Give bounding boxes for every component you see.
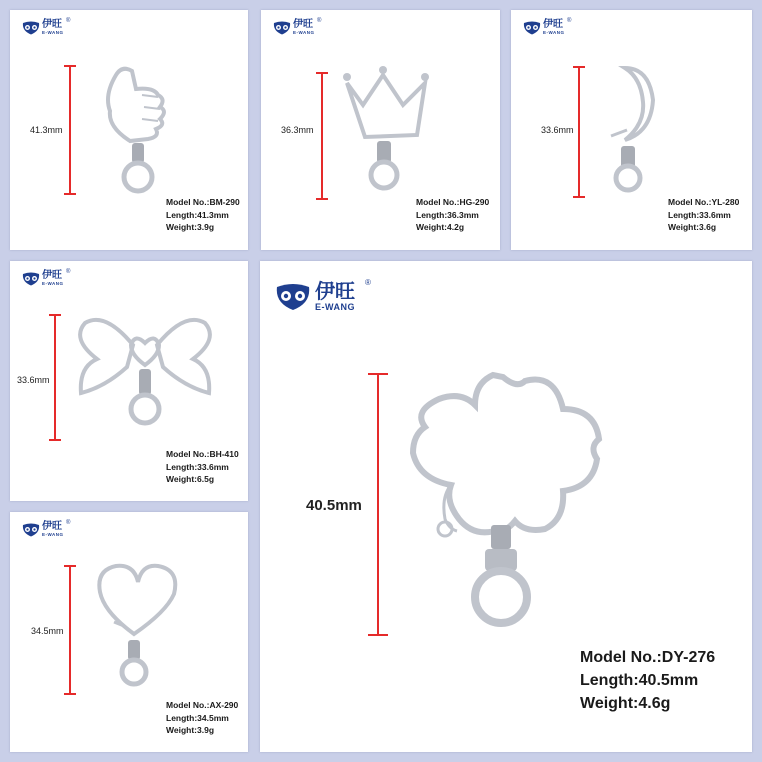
length-spec: Length:34.5mm [166, 712, 229, 723]
thumbs-up-clasp-image [98, 65, 178, 205]
dimension-label: 36.3mm [281, 125, 314, 135]
dimension-line [321, 72, 323, 200]
dimension-line [69, 565, 71, 695]
dimension-line [54, 314, 56, 441]
brand-name-en: E-WANG [42, 532, 64, 537]
product-card-yl-280 [511, 10, 752, 250]
bow-clasp-image [75, 309, 215, 449]
dimension-line [377, 373, 379, 636]
dimension-cap-bottom [573, 196, 585, 198]
brand-name-cn: 伊旺 [42, 521, 62, 532]
dimension-label: 33.6mm [17, 375, 50, 385]
product-card-bh-410 [10, 261, 248, 501]
brand-name-cn: 伊旺 [42, 19, 62, 30]
dimension-label: 41.3mm [30, 125, 63, 135]
product-card-ax-290 [10, 512, 248, 752]
brand-logo [273, 18, 322, 36]
model-number: Model No.:HG-290 [416, 197, 490, 207]
registered-mark: ® [365, 278, 371, 287]
model-number: Model No.:BM-290 [166, 197, 240, 207]
weight-spec: Weight:3.9g [166, 725, 215, 735]
brand-logo [275, 278, 371, 312]
dimension-cap-top [49, 314, 61, 316]
length-spec: Length:36.3mm [416, 209, 479, 220]
owl-logo-icon [22, 523, 40, 537]
product-info [668, 196, 739, 234]
brand-name-en: E-WANG [315, 302, 355, 312]
dimension-cap-bottom [64, 193, 76, 195]
brand-logo [523, 18, 572, 36]
brand-logo [22, 520, 71, 538]
featured-product-card-dy-276 [260, 261, 752, 752]
registered-mark: ® [66, 269, 71, 275]
brand-name-cn: 伊旺 [315, 279, 355, 303]
model-number: Model No.:DY-276 [580, 649, 716, 666]
dimension-cap-top [64, 65, 76, 67]
brand-name-en: E-WANG [293, 30, 315, 35]
product-info [166, 699, 238, 737]
product-info [166, 196, 240, 234]
owl-logo-icon [523, 21, 541, 35]
product-card-bm-290 [10, 10, 248, 250]
product-card-hg-290 [261, 10, 500, 250]
length-spec: Length:40.5mm [580, 672, 699, 689]
brand-name-en: E-WANG [543, 30, 565, 35]
product-info [166, 448, 239, 486]
registered-mark: ® [66, 520, 71, 526]
dimension-label: 40.5mm [306, 497, 362, 514]
brand-logo [22, 18, 71, 36]
sakura-flower-clasp-image [405, 369, 605, 639]
brand-name-en: E-WANG [42, 30, 64, 35]
dimension-line [69, 65, 71, 195]
heart-clasp-image [94, 560, 194, 700]
crescent-moon-clasp-image [597, 60, 667, 200]
weight-spec: Weight:4.6g [580, 695, 671, 712]
brand-name-cn: 伊旺 [42, 270, 62, 281]
weight-spec: Weight:6.5g [166, 474, 215, 484]
dimension-label: 34.5mm [31, 626, 64, 636]
weight-spec: Weight:3.9g [166, 222, 215, 232]
weight-spec: Weight:4.2g [416, 222, 465, 232]
model-number: Model No.:YL-280 [668, 197, 740, 207]
crown-clasp-image [339, 65, 439, 205]
dimension-cap-top [573, 66, 585, 68]
product-info [580, 646, 715, 715]
brand-name-en: E-WANG [42, 281, 64, 286]
dimension-label: 33.6mm [541, 125, 574, 135]
brand-name-cn: 伊旺 [293, 19, 313, 30]
owl-logo-icon [273, 21, 291, 35]
dimension-cap-bottom [316, 198, 328, 200]
dimension-cap-top [316, 72, 328, 74]
owl-logo-icon [275, 283, 311, 311]
brand-name-cn: 伊旺 [543, 19, 563, 30]
dimension-cap-top [368, 373, 388, 375]
dimension-cap-top [64, 565, 76, 567]
dimension-cap-bottom [49, 439, 61, 441]
dimension-cap-bottom [64, 693, 76, 695]
owl-logo-icon [22, 272, 40, 286]
registered-mark: ® [567, 18, 572, 24]
model-number: Model No.:AX-290 [166, 700, 239, 710]
registered-mark: ® [317, 18, 322, 24]
weight-spec: Weight:3.6g [668, 222, 717, 232]
brand-logo [22, 269, 71, 287]
registered-mark: ® [66, 18, 71, 24]
product-info [416, 196, 489, 234]
length-spec: Length:33.6mm [668, 209, 731, 220]
dimension-line [578, 66, 580, 198]
length-spec: Length:41.3mm [166, 209, 229, 220]
owl-logo-icon [22, 21, 40, 35]
dimension-cap-bottom [368, 634, 388, 636]
length-spec: Length:33.6mm [166, 461, 229, 472]
model-number: Model No.:BH-410 [166, 449, 239, 459]
